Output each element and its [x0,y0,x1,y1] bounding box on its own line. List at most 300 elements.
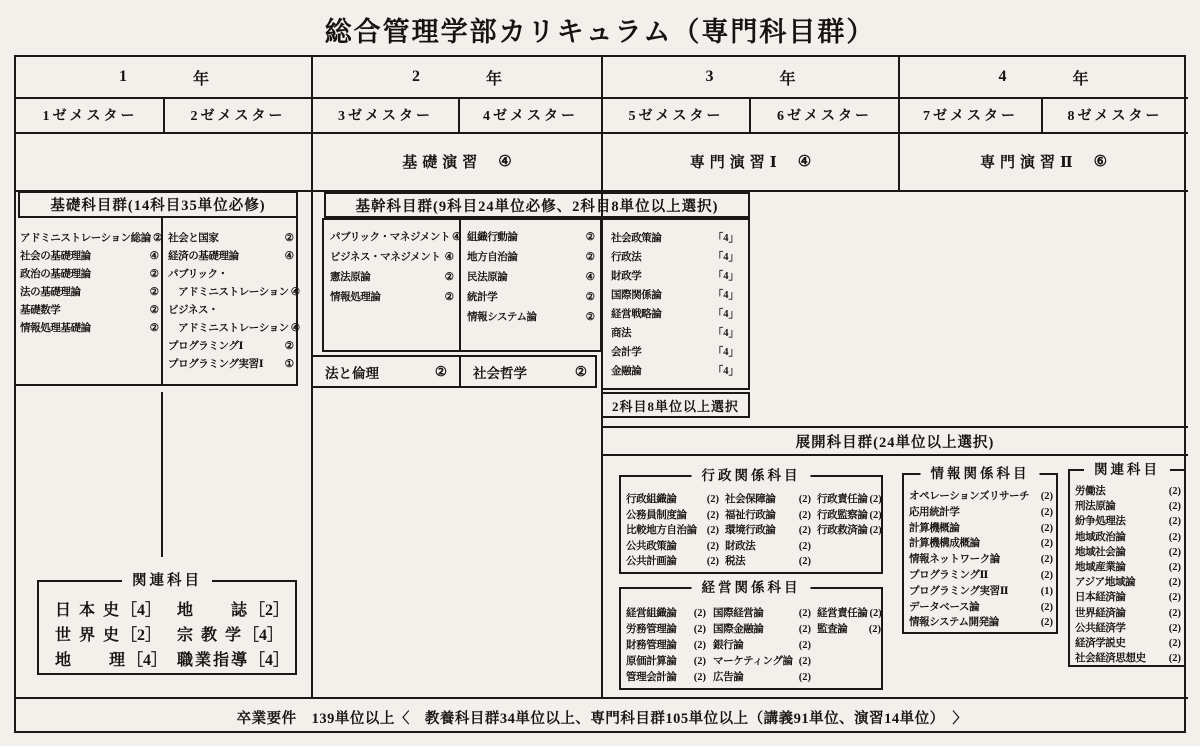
course-credit: (2) [1168,486,1181,497]
course-row [909,552,1053,568]
course-row [168,320,301,338]
course-row [168,338,294,356]
course-credit: 「4」 [712,347,739,358]
course-credit: (2) [706,509,719,521]
semester-cell-7: 7ゼメスター [923,108,1018,124]
course-credit: (2) [1168,638,1181,650]
core-courses-box [322,218,602,352]
management-courses-box [619,580,883,690]
course-name: オペレーションズリサーチ [909,491,1030,502]
course-credit: ② [149,323,159,334]
course-name: 刑法原論 [1075,501,1116,513]
course-row [611,343,739,362]
course-name: 公共政策論 [626,540,677,552]
course-credit: ④ [452,232,462,243]
course-row [626,523,719,539]
course-credit: (2) [798,640,811,651]
course-row [20,320,159,338]
curriculum-table [14,55,1186,733]
course-credit: (2) [869,494,882,505]
course-name: 公共計画論 [626,556,677,567]
course-row [909,505,1053,521]
course-row [626,606,706,622]
course-name: 経営責任論 [817,608,868,619]
course-row [168,356,294,374]
course-credit: (2) [798,556,811,567]
course-name: 地方自治論 [467,252,518,263]
course-row [725,508,811,524]
management-courses-col1 [626,606,706,686]
course-credit: ［4］ [127,652,168,669]
course-credit: (2) [869,509,882,521]
course-credit: 「4」 [712,252,739,263]
course-name: 民法原論 [467,272,508,283]
course-credit: ④ [585,272,595,283]
course-row [713,638,811,654]
core-courses-col2 [467,228,595,328]
course-credit: (2) [1040,617,1053,629]
basic-courses-col2 [168,230,301,374]
course-row [467,268,595,288]
year-unit: 年 [779,70,796,88]
course-row [725,554,811,570]
course-row [713,606,811,622]
course-name: 社会保障論 [725,494,776,505]
timeline-connector [161,392,163,557]
core-courses-col1 [330,228,462,308]
course-name: 情報システム開発論 [909,617,999,629]
course-row [909,536,1053,552]
course-name: 経済学説史 [1075,638,1126,650]
course-name: 統計学 [467,292,498,303]
course-name: 社会政策論 [611,233,662,244]
course-name: 商法 [611,328,632,339]
related-courses-left-list [55,598,290,673]
course-name: 行政監察論 [817,509,868,521]
course-name: 経営組織論 [626,608,677,619]
course-name: 銀行論 [713,640,744,651]
course-credit: (2) [1040,522,1053,534]
course-credit: 「4」 [712,233,739,244]
course-row [626,554,719,570]
course-row [1075,621,1181,636]
course-row [467,248,595,268]
year-cell-2 [312,57,602,97]
year-cell-1 [16,57,312,97]
course-name: 世界経済論 [1075,607,1126,619]
course-name: 情報処理論 [330,292,381,303]
year-number: 4 [998,68,1007,85]
course-name: 国際関係論 [611,290,662,301]
course-name: 地 誌 [177,602,250,619]
semester-cell-5: 5ゼメスター [628,108,724,124]
course-name: 情報ネットワーク論 [909,554,1000,566]
course-row [611,362,739,381]
course-name: プログラミングⅡ [909,569,988,581]
course-credit: (2) [693,640,706,651]
course-row [725,523,811,539]
course-credit: (2) [693,656,706,667]
course-credit: ② [444,272,454,283]
semester-cell-8: 8ゼメスター [1067,108,1163,124]
course-name: 地域社会論 [1075,546,1126,558]
course-row [330,268,454,288]
course-name: アジア地域論 [1075,577,1136,589]
course-credit: ［2］ [249,602,290,619]
course-credit: (2) [1168,531,1181,543]
seminar-credit: ④ [797,153,812,170]
course-row [909,489,1053,505]
page-title: 総合管理学部カリキュラム（専門科目群） [324,17,876,47]
course-name: 会計学 [611,347,642,358]
course-credit: ② [434,363,447,379]
course-name: 計算機概論 [909,522,960,534]
course-row [909,615,1053,631]
course-name: 管理会計論 [626,672,677,683]
course-row [330,228,462,248]
related-courses-right-box [1068,462,1186,667]
course-row [55,598,177,623]
course-credit: (2) [1168,653,1181,665]
course-row [626,539,719,555]
course-name: プログラミングⅠ [168,341,244,352]
seminar-cell-senmon2 [899,132,1188,190]
course-row [626,638,706,654]
course-credit: ② [444,292,454,303]
course-name: 公務員制度論 [626,509,687,521]
course-name: ビジネス・マネジメント [330,252,441,263]
course-row [1075,499,1181,514]
course-name: 経営戦略論 [611,309,662,320]
course-credit: (2) [1168,592,1181,604]
information-courses-box [902,466,1058,634]
admin-courses-col1 [626,492,719,570]
course-row [817,508,881,524]
course-row [467,288,595,308]
course-name: 世 界 史 [55,627,122,644]
course-credit: (2) [869,608,882,619]
year-unit: 年 [1072,70,1089,88]
course-row [611,267,739,286]
course-name: 労働法 [1075,486,1106,497]
basic-courses-title: 基礎科目群(14科目35単位必修) [18,191,298,218]
course-row [467,228,595,248]
course-credit: (2) [1040,601,1053,613]
course-row [1075,514,1181,529]
year-cell-3 [602,57,899,97]
course-name: 社会の基礎理論 [20,251,91,262]
related-courses-right-list [1075,484,1181,666]
course-row [168,302,294,320]
course-row [467,308,595,328]
course-row [168,248,294,266]
course-credit: (2) [1040,538,1053,550]
ethics-box [311,355,597,388]
course-name: マーケティング論 [713,656,793,667]
course-credit: (2) [869,525,882,536]
course-credit: (2) [868,624,881,635]
course-row [177,648,290,673]
course-row [55,623,177,648]
course-name: 金融論 [611,366,642,377]
course-row [626,622,706,638]
course-name: データベース論 [909,601,980,613]
course-row [330,288,454,308]
course-name: 憲法原論 [330,272,371,283]
course-credit: (2) [798,608,811,619]
course-row [626,670,706,686]
course-row [817,523,881,539]
course-row [817,606,881,622]
course-credit: (2) [798,494,811,505]
semester-cell-1: 1ゼメスター [42,108,138,124]
seminar-credit: ⑥ [1093,153,1108,170]
course-name: 行政組織論 [626,494,677,505]
course-credit: (2) [798,525,811,536]
course-credit: ② [149,287,159,298]
seminar-cell-basic [312,132,602,190]
course-credit: (2) [693,624,706,635]
course-credit: (2) [693,672,706,683]
admin-courses-title: 行政関係科目 [692,467,811,485]
advanced-courses-band: 展開科目群(24単位以上選択) [602,426,1188,456]
course-row [20,248,159,266]
course-credit: ④ [290,323,301,334]
course-row [611,229,739,248]
course-credit: (2) [798,540,811,552]
course-name: パブリック・ [168,269,228,280]
semester-cell-6: 6ゼメスター [777,108,872,124]
course-name: アドミニストレーション総論 [20,233,151,244]
course-credit: (2) [706,525,719,536]
course-name: 応用統計学 [909,506,960,518]
information-courses-list [909,489,1053,631]
course-row [626,508,719,524]
course-row [168,266,294,284]
course-name: 情報処理基礎論 [20,323,91,334]
course-row [713,654,811,670]
course-credit: (2) [1040,506,1053,518]
course-row [725,492,811,508]
course-credit: (2) [1168,516,1181,528]
course-name: 社会経済思想史 [1075,653,1146,665]
course-name: 日 本 史 [55,602,122,619]
course-name: 計算機構成概論 [909,538,980,550]
course-row [1075,651,1181,666]
course-name: 社会哲学 [473,365,527,381]
course-credit: ［4］ [243,627,284,644]
course-name: 監査論 [817,624,848,635]
course-row [611,248,739,267]
course-name: 公共経済学 [1075,622,1126,634]
information-courses-title: 情報関係科目 [921,465,1040,483]
admin-courses-col2 [725,492,811,570]
basic-courses-box [16,218,301,386]
course-row [55,648,177,673]
course-name: 政治の基礎理論 [20,269,91,280]
course-row [713,622,811,638]
course-name: 比較地方自治論 [626,525,697,536]
course-credit: ② [149,269,159,280]
course-row [909,600,1053,616]
course-credit: ［2］ [121,627,162,644]
management-courses-col3 [817,606,881,638]
course-credit: (2) [1168,622,1181,634]
course-credit: (2) [1168,562,1181,574]
graduation-requirements: 卒業要件 139単位以上〈 教養科目群34単位以上、専門科目群105単位以上（講義91単位、演習14単位） 〉 [16,697,1188,735]
course-credit: (2) [798,624,811,635]
course-credit: (2) [1168,577,1181,589]
related-courses-left-box [37,573,297,675]
course-credit: ② [585,252,595,263]
course-credit: 「4」 [712,271,739,282]
seminar-name: 基礎演習 [402,154,483,171]
course-name: 国際金融論 [713,624,764,635]
course-credit: (2) [693,608,706,619]
course-credit: 「4」 [712,309,739,320]
course-credit: (2) [706,556,719,567]
course-row [611,286,739,305]
course-credit: ② [585,232,595,243]
course-credit: (2) [1168,607,1181,619]
year-number: 1 [118,68,127,85]
course-row [1075,590,1181,605]
course-row [611,324,739,343]
course-name: 財政学 [611,271,642,282]
course-name: 組織行動論 [467,232,518,243]
course-row [626,654,706,670]
elective-four-box [601,218,750,390]
year-number: 3 [705,68,714,85]
year-number: 2 [411,68,420,85]
course-row [713,670,811,686]
course-credit: (2) [1168,501,1181,513]
course-name: 情報システム論 [467,312,537,323]
ethics-cell [461,357,599,386]
course-row [168,284,301,302]
course-row [817,622,881,638]
course-row [725,539,811,555]
semester-cell-2: 2ゼメスター [190,108,286,124]
course-credit: ① [284,359,294,370]
course-row [330,248,454,268]
course-row [817,492,881,508]
course-credit: (1) [1040,585,1053,597]
course-credit: (2) [798,656,811,667]
elective-four-list [611,229,739,381]
course-row [1075,606,1181,621]
admin-courses-col3 [817,492,881,539]
course-row [20,230,163,248]
course-credit: (2) [706,494,719,505]
course-name: 日本経済論 [1075,592,1126,604]
course-credit: ④ [149,251,159,262]
seminar-name: 専門演習Ⅱ [979,154,1078,171]
course-name: プログラミング実習Ⅱ [909,585,1009,597]
course-row [909,568,1053,584]
ethics-cell [313,357,459,386]
course-credit: (2) [1168,546,1181,558]
course-name: ビジネス・ [168,305,219,316]
basic-courses-col1 [20,230,163,338]
course-row [909,521,1053,537]
course-credit: 「4」 [712,328,739,339]
course-credit: ［4］ [121,602,162,619]
course-name: アドミニストレーション [168,323,289,334]
elective-note-box: 2科目8単位以上選択 [601,392,750,418]
management-courses-title: 経営関係科目 [692,579,811,597]
course-row [1075,545,1181,560]
admin-courses-box [619,468,883,574]
course-row [20,266,159,284]
course-name: 基礎数学 [20,305,61,316]
semester-cell-4: 4ゼメスター [483,108,578,124]
course-name: 財務管理論 [626,640,677,651]
course-name: 広告論 [713,672,744,683]
course-name: 行政責任論 [817,494,868,505]
course-name: 職業指導 [177,652,250,669]
year-unit: 年 [192,70,209,88]
course-credit: (2) [1040,491,1053,502]
core-courses-title: 基幹科目群(9科目24単位必修、2科目8単位以上選択) [324,192,750,218]
course-credit: ［4］ [249,652,290,669]
course-name: 法と倫理 [325,365,379,381]
course-name: 税法 [725,556,746,567]
course-name: 社会と国家 [168,233,219,244]
course-name: 環境行政論 [725,525,776,536]
course-name: 経済の基礎理論 [168,251,239,262]
course-name: アドミニストレーション [168,287,289,298]
course-credit: (2) [798,672,811,683]
course-row [1075,484,1181,499]
course-name: 紛争処理法 [1075,516,1126,528]
course-name: パブリック・マネジメント [330,232,451,243]
course-credit: ② [585,292,595,303]
seminar-cell-senmon1 [602,132,899,190]
year-cell-4 [899,57,1188,97]
course-name: 行政救済論 [817,525,868,536]
course-name: 労務管理論 [626,624,677,635]
seminar-name: 専門演習Ⅰ [689,154,782,171]
course-name: 地 理 [55,652,128,669]
management-courses-col2 [713,606,811,686]
course-row [20,284,159,302]
course-credit: ② [284,233,294,244]
course-row [1075,636,1181,651]
course-name: 行政法 [611,252,642,263]
course-row [168,230,294,248]
course-credit: ② [149,305,159,316]
course-credit: 「4」 [712,290,739,301]
course-name: 地域政治論 [1075,531,1126,543]
course-credit: ② [585,312,595,323]
course-name: 財政法 [725,540,756,552]
course-row [20,302,159,320]
course-row [626,492,719,508]
course-name: 法の基礎理論 [20,287,81,298]
course-row [1075,575,1181,590]
year-unit: 年 [485,70,502,88]
course-credit: ② [152,233,163,244]
course-credit: (2) [798,509,811,521]
course-name: 国際経営論 [713,608,764,619]
course-credit: ④ [284,251,294,262]
related-courses-left-title: 関連科目 [122,572,212,590]
seminar-credit: ④ [498,153,512,170]
course-credit: 「4」 [712,366,739,377]
course-row [909,584,1053,600]
course-credit: ② [574,363,587,379]
